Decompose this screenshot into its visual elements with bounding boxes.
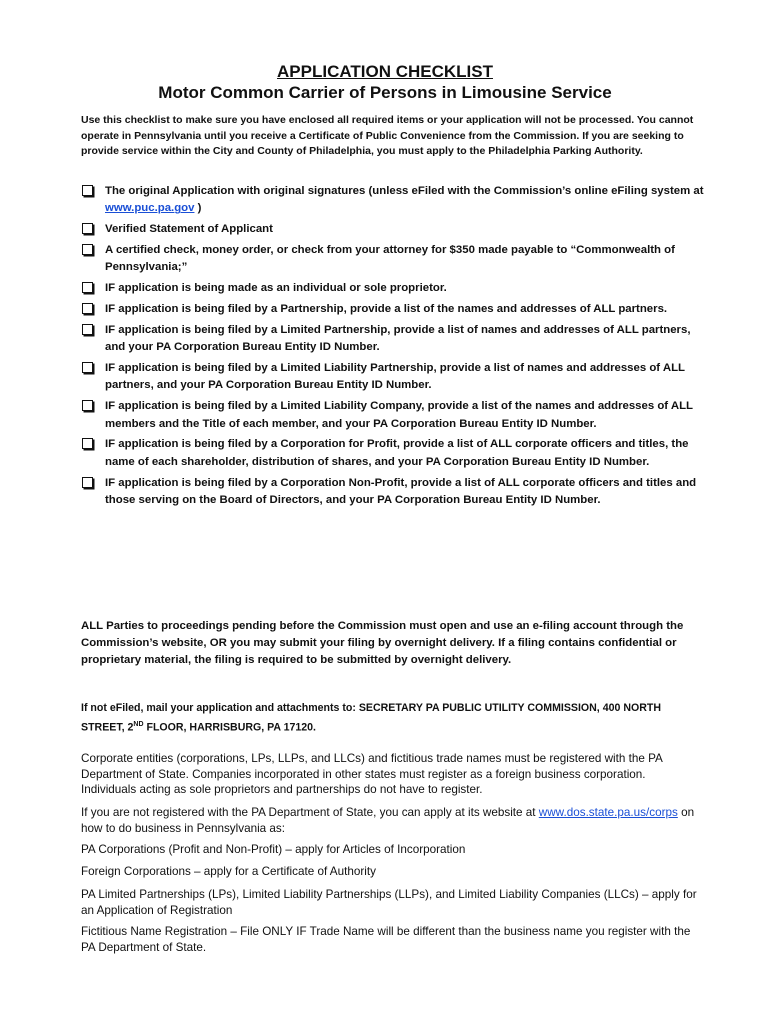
checkbox-icon[interactable] [82,324,93,335]
checklist-item-text: IF application is being filed by a Corporation for Profit, provide a list of ALL corporate officers and titles, the name of each shareholder, distribution of shares, and your PA Corporation Bureau Entity ID Number. [105,438,689,468]
intro-paragraph: Use this checklist to make sure you have enclosed all required items or your application will not be processed. You cannot operate in Pennsylvania until you receive a Certificate of Public Convenience from the Commission. If you are seeking to provide service within the City and County of Philadelphia, you must apply to the Philadelphia Parking Authority. [81,114,694,157]
checklist-item-text: IF application is being filed by a Limited Partnership, provide a list of names and addresses of ALL partners, and your PA Corporation Bureau Entity ID Number. [105,323,691,354]
checklist-item [80,360,705,395]
mailing-address-part1: SECRETARY PA PUBLIC UTILITY COMMISSION, 400 NORTH STREET, 2 [81,702,661,734]
registration-paragraph: Corporate entities (corporations, LPs, LLPs, and LLCs) and fictitious trade names must be registered with the PA Department of State. Companies incorporated in other states must register as a foreign business corporation. Individuals acting as sole proprietors and partnerships do not have to register. [81,752,663,796]
checklist-item [80,242,705,277]
mailing-address-superscript: ND [133,720,144,728]
puc-website-link[interactable]: www.puc.pa.gov [105,202,195,215]
limited-partnerships-note: PA Limited Partnerships (LPs), Limited Liability Partnerships (LLPs), and Limited Liability Companies (LLCs) – apply for an Application of Registration [81,888,697,917]
checkbox-icon[interactable] [82,303,93,314]
checklist-item-text: IF application is being filed by a Limited Liability Partnership, provide a list of names and addresses of ALL partners, and your PA Corporation Bureau Entity ID Number. [105,362,685,392]
checklist-item-text: A certified check, money order, or check from your attorney for $350 made payable to “Commonwealth of Pennsylvania;” [105,244,675,274]
checkbox-icon[interactable] [82,244,93,255]
dos-website-link[interactable]: www.dos.state.pa.us/corps [538,806,678,819]
checklist-item-text: IF application is being filed by a Corporation Non-Profit, provide a list of ALL corporate officers and titles and those serving on the Board of Directors, and your PA Corporation Bureau Entity ID Number. [105,476,697,507]
checkbox-icon[interactable] [82,185,93,196]
registration-website-paragraph [81,805,701,836]
registration-website-tail: on how to do business in Pennsylvania as: [81,806,695,835]
mailing-lead: If not eFiled, mail your application and attachments to: [81,702,359,714]
checklist-item [80,436,705,471]
page-title: APPLICATION CHECKLIST [277,62,493,81]
checklist-item [80,280,705,297]
checklist-item [80,301,705,318]
checkbox-icon[interactable] [82,223,93,234]
efiling-notice: ALL Parties to proceedings pending before the Commission must open and use an e-filing account through the Commission’s website, OR you may submit your filing by overnight delivery. If a filing contains confidential or proprietary material, the filing is required to be submitted by overnight delivery. [81,620,684,666]
mailing-address [81,701,701,736]
checklist-item [80,322,705,357]
checklist-item [80,183,705,218]
checklist-item-text: IF application is being filed by a Partnership, provide a list of the names and addresses of ALL partners. [105,303,668,315]
foreign-corporations-note: Foreign Corporations – apply for a Certificate of Authority [81,865,376,878]
page-subtitle: Motor Common Carrier of Persons in Limousine Service [158,83,612,102]
checkbox-icon[interactable] [82,400,93,411]
checklist-item-text: IF application is being filed by a Limited Liability Company, provide a list of the names and addresses of ALL members and the Title of each member, and your PA Corporation Bureau Entity ID Number. [105,400,693,430]
checklist-item [80,221,705,238]
fictitious-name-note: Fictitious Name Registration – File ONLY IF Trade Name will be different than the business name you register with the PA Department of State. [81,925,691,954]
checkbox-icon[interactable] [82,282,93,293]
mailing-address-part2: FLOOR, HARRISBURG, PA 17120. [143,721,317,734]
checklist-item [80,398,705,433]
checklist-item-text: IF application is being made as an individual or sole proprietor. [105,282,447,295]
registration-website-lead: If you are not registered with the PA Department of State, you can apply at its website at [81,806,539,819]
checklist [80,183,705,513]
pa-corporations-note: PA Corporations (Profit and Non-Profit) – apply for Articles of Incorporation [81,843,466,856]
checkbox-icon[interactable] [82,477,93,488]
checklist-item-text: Verified Statement of Applicant [105,223,273,236]
checklist-item-text: The original Application with original signatures (unless eFiled with the Commission’s online eFiling system at [105,185,704,197]
checkbox-icon[interactable] [82,438,93,449]
checklist-item-text-end: ) [194,202,202,215]
checklist-item [80,475,705,510]
checkbox-icon[interactable] [82,362,93,373]
